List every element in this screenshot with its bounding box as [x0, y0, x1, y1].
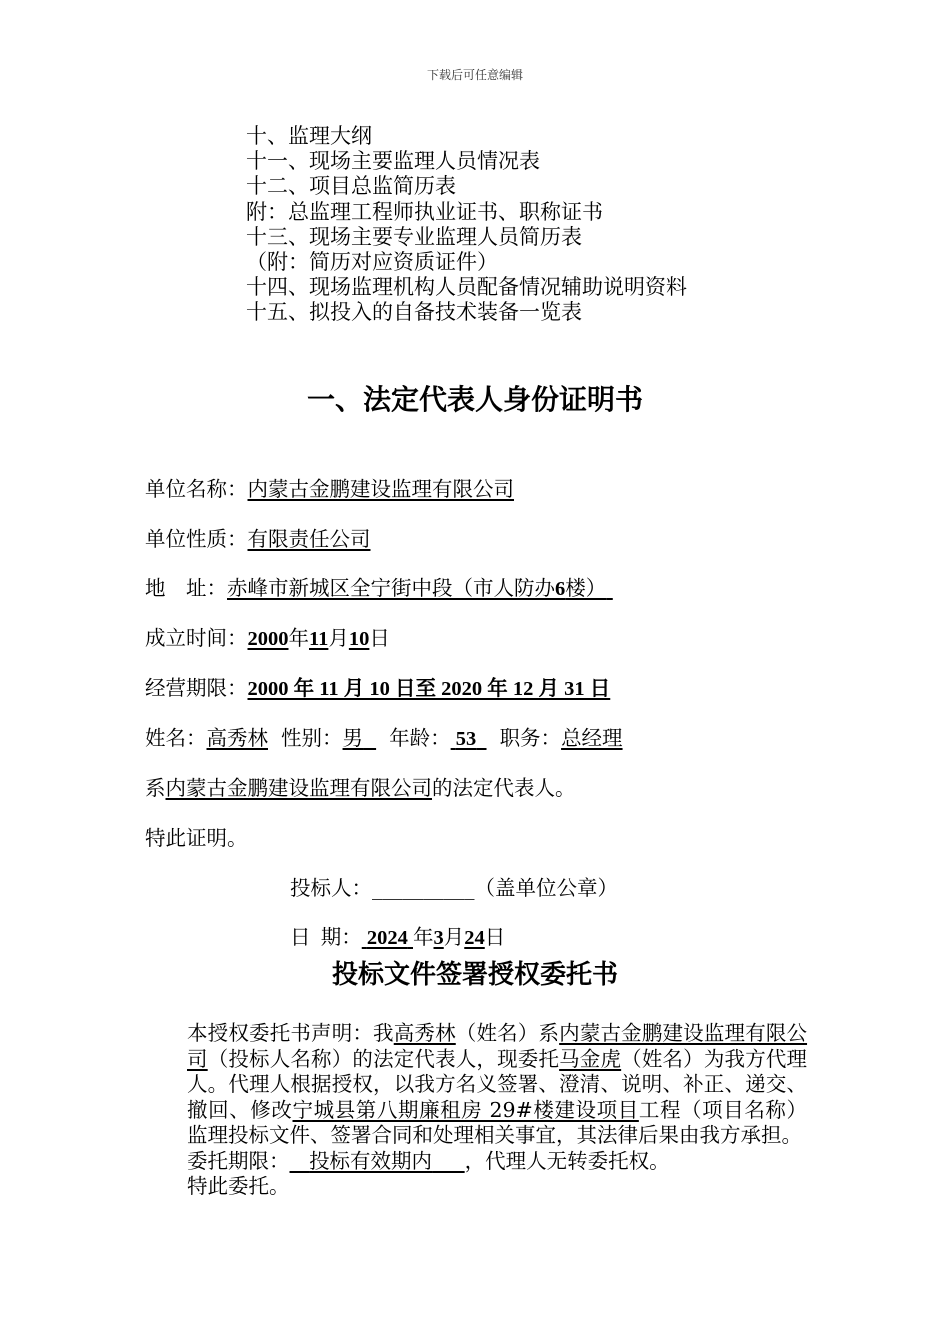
- month-char: 月: [443, 925, 465, 949]
- founded-month: 11: [309, 628, 329, 650]
- table-of-contents: [246, 124, 687, 326]
- bidder-company: 内蒙古金鹏建设监理有限公司: [187, 1021, 808, 1071]
- business-period-label: 经营期限：: [145, 676, 248, 700]
- term-value: 投标有效期内: [309, 1148, 433, 1173]
- unit-name-value: 内蒙古金鹏建设监理有限公司: [247, 477, 514, 501]
- bidder-label: 投标人：: [290, 876, 372, 900]
- unit-name-label: 单位名称：: [145, 477, 248, 501]
- toc-item[interactable]: 十一、现场主要监理人员情况表: [246, 149, 540, 174]
- gender-label: 性别：: [281, 726, 343, 750]
- section-title-legal-rep: 一、法定代表人身份证明书: [306, 383, 643, 416]
- bidder-line: [290, 871, 618, 901]
- year-char: 年: [288, 626, 309, 650]
- gender-value: 男: [342, 726, 364, 750]
- unit-name-line: [145, 472, 514, 502]
- certify-line: 特此证明。: [145, 826, 248, 850]
- toc-item[interactable]: 附：总监理工程师执业证书、职称证书: [246, 199, 603, 224]
- founded-label: 成立时间：: [145, 626, 248, 650]
- agent-name: 马金虎: [559, 1046, 622, 1071]
- address-value: [227, 576, 613, 600]
- date-year: 2024: [366, 927, 408, 949]
- address-part: 楼）: [565, 576, 607, 600]
- bidder-seal-note: （盖单位公章）: [474, 876, 618, 900]
- statement-company: 内蒙古金鹏建设监理有限公司: [165, 776, 432, 800]
- toc-item[interactable]: 十三、现场主要专业监理人员简历表: [246, 224, 582, 249]
- bidder-signature-blank[interactable]: __________: [372, 876, 475, 900]
- unit-type-line: [145, 522, 371, 552]
- term-suffix: ，代理人无转委托权。: [464, 1148, 670, 1173]
- address-part: 赤峰市新城区全宁街中段（市人防办: [227, 576, 555, 600]
- date-day: 24: [464, 927, 485, 949]
- age-label: 年龄：: [389, 726, 451, 750]
- statement-prefix: 系: [145, 776, 166, 800]
- founded-year: 2000: [247, 628, 289, 650]
- statement-suffix: 的法定代表人。: [432, 776, 576, 800]
- year-char: 年: [413, 925, 434, 949]
- term-label: 委托期限：: [187, 1148, 290, 1173]
- name-label: 姓名：: [145, 726, 207, 750]
- statement-line: [145, 771, 576, 801]
- project-name: 宁城县第八期廉租房 29#楼建设项目: [292, 1097, 639, 1122]
- address-line: [145, 571, 613, 601]
- founded-line: [145, 621, 390, 651]
- address-floor-number: 6: [555, 578, 566, 600]
- toc-item[interactable]: 十二、项目总监简历表: [246, 174, 456, 199]
- date-month: 3: [433, 927, 444, 949]
- toc-item[interactable]: 十、监理大纲: [246, 124, 372, 148]
- day-char: 日: [369, 626, 390, 650]
- legal-rep-name: 高秀林: [393, 1021, 456, 1045]
- unit-type-label: 单位性质：: [145, 527, 248, 551]
- person-info-line: [145, 721, 623, 751]
- authorization-paragraph: 本授权委托书声明：我高秀林（姓名）系内蒙古金鹏建设监理有限公司（投标人名称）的法定代表人，现委托马金虎（姓名）为我方代理人。代理人根据授权，以我方名义签署、澄清、说明、补正、递交、撤回、修改宁城县第八期廉租房 29#楼建设项目工程（项目名称）监理投标文件、签署合同和处理相关事宜，其法律后果由我方承担。: [187, 1021, 808, 1147]
- date-line: [290, 920, 505, 950]
- toc-item[interactable]: 十五、拟投入的自备技术装备一览表: [246, 300, 582, 325]
- position-value: 总经理: [561, 726, 623, 750]
- unit-type-value: 有限责任公司: [247, 527, 371, 551]
- toc-item[interactable]: 十四、现场监理机构人员配备情况辅助说明资料: [246, 275, 687, 300]
- founded-day: 10: [348, 628, 370, 650]
- age-value: 53: [455, 728, 477, 750]
- date-label: 日 期：: [290, 925, 362, 949]
- name-value: 高秀林: [206, 726, 268, 750]
- business-period-line: [145, 671, 610, 701]
- toc-item[interactable]: （附：简历对应资质证件）: [246, 250, 498, 275]
- authorization-closing: 特此委托。: [187, 1174, 290, 1198]
- month-char: 月: [328, 626, 349, 650]
- page-header: 下载后可任意编辑: [426, 68, 523, 82]
- authorization-body: [145, 1021, 807, 1200]
- position-label: 职务：: [499, 726, 562, 750]
- address-label: 地 址：: [145, 576, 227, 600]
- business-period-value: 2000 年 11 月 10 日至 2020 年 12 月 31 日: [247, 678, 611, 700]
- section-title-authorization: 投标文件签署授权委托书: [331, 960, 618, 990]
- day-char: 日: [484, 925, 506, 949]
- authorization-term: [145, 1149, 807, 1175]
